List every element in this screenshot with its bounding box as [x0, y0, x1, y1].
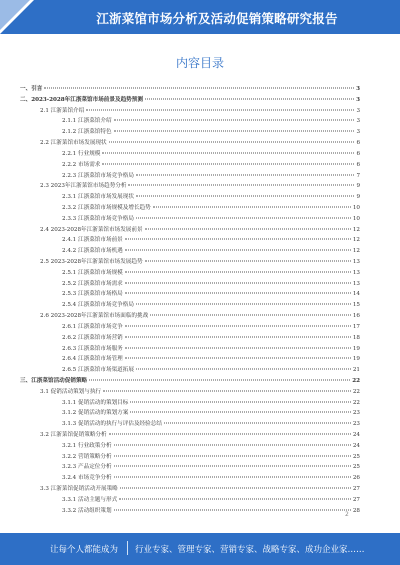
toc-entry-label: 3.3.2 活动组织策划: [62, 507, 112, 514]
toc-entry[interactable]: [20, 462, 360, 473]
toc-entry-label: 2.6.1 江浙菜馆市场竞争: [62, 323, 123, 330]
toc-entry-page: 13: [352, 269, 360, 276]
toc-entry[interactable]: [20, 214, 360, 225]
toc-entry-label: 2.6.5 江浙菜馆市场渠道拓展: [62, 367, 134, 374]
toc-entry[interactable]: [20, 203, 360, 214]
toc-entry[interactable]: [20, 441, 360, 452]
toc-entry-label: 2.4 2023-2028年江浙菜馆市场发展前景: [40, 226, 143, 233]
toc-entry-label: 2.5.1 江浙菜馆市场规模: [62, 269, 123, 276]
toc-entry[interactable]: [20, 430, 360, 441]
toc-entry-page: 22: [352, 399, 360, 406]
toc-entry-label: 3.3 江浙菜馆促销活动开展策略: [40, 486, 118, 493]
toc-leader-dots: [114, 455, 351, 456]
toc-leader-dots: [150, 315, 351, 316]
toc-entry-page: 10: [352, 204, 360, 211]
toc-leader-dots: [128, 185, 354, 186]
toc-entry[interactable]: [20, 354, 360, 365]
toc-entry[interactable]: [20, 419, 360, 430]
toc-entry-page: 27: [352, 486, 360, 493]
toc-leader-dots: [145, 261, 351, 262]
toc-leader-dots: [86, 109, 354, 110]
toc-entry-page: 27: [352, 496, 360, 503]
toc-leader-dots: [136, 217, 351, 218]
toc-entry-label: 3.2.3 产品定位分析: [62, 464, 112, 471]
toc-entry-page: 12: [352, 237, 360, 244]
toc-entry-label: 2.5.4 江浙菜馆市场竞争格局: [62, 302, 134, 309]
toc-entry-page: 24: [352, 442, 360, 449]
toc-entry-label: 2.1.2 江浙菜馆特色: [62, 129, 112, 136]
toc-entry-label: 2.5.2 江浙菜馆市场需求: [62, 280, 123, 287]
toc-entry-page: 7: [356, 172, 360, 179]
toc-leader-dots: [145, 98, 354, 99]
toc-entry-label: 2.2.1 行业规模: [62, 150, 101, 157]
toc-entry[interactable]: [20, 225, 360, 236]
toc-entry-page: 25: [352, 453, 360, 460]
toc-entry[interactable]: [20, 484, 360, 495]
toc-leader-dots: [114, 120, 355, 121]
toc-entry-page: 26: [352, 475, 360, 482]
toc-entry[interactable]: [20, 452, 360, 463]
toc-leader-dots: [136, 369, 351, 370]
toc-entry[interactable]: [20, 333, 360, 344]
toc-entry-label: 2.1.1 江浙菜馆介绍: [62, 118, 112, 125]
toc-leader-dots: [120, 488, 351, 489]
toc-leader-dots: [153, 206, 351, 207]
footer-slogan: 让每个人都能成为: [50, 545, 119, 555]
toc-entry[interactable]: [20, 106, 360, 117]
toc-entry[interactable]: [20, 398, 360, 409]
toc-entry-label: 3.2.1 行业政策分析: [62, 442, 112, 449]
toc-entry-page: 15: [352, 302, 360, 309]
toc-leader-dots: [125, 358, 351, 359]
toc-leader-dots: [125, 336, 351, 337]
toc-leader-dots: [119, 498, 351, 499]
toc-entry-page: 19: [352, 356, 360, 363]
toc-entry-page: 12: [352, 248, 360, 255]
toc-entry-label: 3.1.1 促销活动的策划目标: [62, 399, 129, 406]
toc-leader-dots: [89, 379, 350, 380]
toc-entry-label: 2.3.2 江浙菜馆市场规模及增长趋势: [62, 204, 151, 211]
toc-leader-dots: [102, 163, 354, 164]
toc-entry-page: 13: [352, 259, 360, 265]
toc-entry[interactable]: [20, 279, 360, 290]
toc-entry-label: 2.6.4 江浙菜馆市场管理: [62, 356, 123, 363]
toc-leader-dots: [109, 434, 351, 435]
toc-leader-dots: [114, 509, 351, 510]
toc-entry-label: 3.3.1 活动主题与形式: [62, 496, 118, 503]
footer-divider: [127, 541, 128, 555]
toc-entry-label: 2.4.2 江浙菜馆市场机遇: [62, 248, 123, 255]
toc-entry-label: 2.6.2 江浙菜馆市场营销: [62, 334, 123, 341]
toc-entry[interactable]: [20, 192, 360, 203]
toc-entry-label: 三、江浙菜馆活动促销策略: [20, 377, 88, 384]
toc-leader-dots: [125, 239, 351, 240]
toc-leader-dots: [114, 131, 355, 132]
toc-entry[interactable]: [20, 473, 360, 484]
toc-entry-label: 2.2 江浙菜馆市场发展现状: [40, 140, 107, 147]
toc-entry-label: 一、引言: [20, 86, 43, 92]
toc-entry-label: 2.3.3 江浙菜馆市场竞争格局: [62, 215, 134, 222]
toc-entry[interactable]: [20, 387, 360, 398]
footer-banner: [0, 533, 400, 565]
toc-entry-label: 3.2.4 市场竞争分析: [62, 475, 112, 482]
toc-entry-label: 2.2.3 江浙菜馆市场竞争格局: [62, 172, 134, 179]
toc-entry-page: 6: [356, 161, 360, 168]
toc-leader-dots: [125, 293, 351, 294]
toc-entry-label: 3.2.2 营销策略分析: [62, 453, 112, 460]
toc-entry[interactable]: [20, 495, 360, 506]
toc-entry[interactable]: [20, 311, 360, 322]
toc-entry-page: 19: [352, 345, 360, 352]
toc-entry-page: 25: [352, 464, 360, 471]
toc-entry-label: 2.2.2 市场需求: [62, 161, 101, 168]
toc-leader-dots: [103, 390, 351, 391]
toc-entry-page: 10: [352, 215, 360, 222]
toc-entry-page: 12: [352, 226, 360, 233]
toc-entry-page: 9: [356, 194, 360, 201]
toc-entry-label: 2.6.3 江浙菜馆市场服务: [62, 345, 123, 352]
toc-entry-page: 6: [356, 140, 360, 147]
toc-entry-page: 21: [352, 367, 360, 374]
toc-entry[interactable]: [20, 289, 360, 300]
toc-heading: 内容目录: [175, 56, 224, 70]
toc-entry[interactable]: [20, 160, 360, 171]
toc-entry-label: 2.4.1 江浙菜馆市场前景: [62, 237, 123, 244]
toc-leader-dots: [125, 250, 351, 251]
header-banner: [0, 0, 400, 34]
toc-leader-dots: [125, 271, 351, 272]
toc-entry[interactable]: [20, 408, 360, 419]
toc-entry[interactable]: [20, 506, 360, 517]
toc-entry-page: 22: [352, 377, 360, 384]
toc-leader-dots: [136, 174, 354, 175]
toc-entry-label: 3.1 促销活动策划与执行: [40, 388, 102, 395]
toc-leader-dots: [44, 88, 354, 89]
toc-entry-page: 3: [356, 86, 360, 92]
toc-entry-page: 3: [356, 129, 360, 136]
report-title: 江浙菜馆市场分析及活动促销策略研究报告: [96, 11, 338, 26]
toc-entry-page: 14: [352, 291, 360, 298]
toc-entry[interactable]: [20, 322, 360, 333]
toc-leader-dots: [136, 196, 354, 197]
toc-entry-page: 3: [356, 118, 360, 125]
toc-entry-page: 23: [352, 410, 360, 417]
toc-entry[interactable]: [20, 300, 360, 311]
toc-leader-dots: [114, 466, 351, 467]
page-number: 2: [345, 511, 349, 518]
toc-leader-dots: [125, 282, 351, 283]
toc-entry[interactable]: [20, 268, 360, 279]
toc-entry-label: 3.1.3 促销活动的执行与评估及经验总结: [62, 421, 162, 428]
toc-entry[interactable]: [20, 149, 360, 160]
toc-leader-dots: [114, 444, 351, 445]
toc-leader-dots: [145, 228, 351, 229]
toc-leader-dots: [109, 142, 355, 143]
table-of-contents: [20, 84, 360, 517]
toc-entry-page: 18: [352, 334, 360, 341]
toc-leader-dots: [114, 477, 351, 478]
toc-entry-page: 22: [352, 388, 360, 395]
toc-entry[interactable]: [20, 376, 360, 387]
toc-leader-dots: [125, 347, 351, 348]
toc-entry-page: 3: [356, 96, 360, 103]
toc-entry[interactable]: [20, 181, 360, 192]
toc-entry[interactable]: [20, 138, 360, 149]
toc-entry-label: 2.3 2023年江浙菜馆市场趋势分析: [40, 183, 127, 190]
toc-entry-label: 2.6 2023-2028年江浙菜馆市场面临的挑战: [40, 313, 149, 320]
toc-entry-page: 3: [356, 107, 360, 114]
toc-leader-dots: [164, 423, 351, 424]
toc-entry-page: 28: [352, 507, 360, 514]
toc-leader-dots: [130, 412, 351, 413]
toc-entry-label: 3.1.2 促销活动的策划方案: [62, 410, 129, 417]
toc-leader-dots: [125, 325, 351, 326]
toc-entry-label: 2.1 江浙菜馆介绍: [40, 107, 85, 114]
toc-entry[interactable]: [20, 235, 360, 246]
toc-leader-dots: [102, 152, 354, 153]
toc-entry[interactable]: [20, 84, 360, 95]
toc-entry[interactable]: [20, 365, 360, 376]
toc-entry[interactable]: [20, 257, 360, 268]
footer-tagline: 行业专家、管理专家、营销专家、战略专家、成功企业家……: [135, 545, 365, 555]
header-corner-accent: [0, 0, 30, 30]
toc-entry[interactable]: [20, 127, 360, 138]
toc-entry-page: 9: [356, 183, 360, 190]
toc-entry-page: 16: [352, 313, 360, 320]
toc-entry-label: 二、2023-2028年江浙菜馆市场前景及趋势预测: [20, 96, 143, 103]
toc-entry-page: 6: [356, 150, 360, 157]
toc-entry[interactable]: [20, 95, 360, 106]
toc-entry[interactable]: [20, 171, 360, 182]
toc-entry-page: 17: [352, 323, 360, 330]
toc-entry[interactable]: [20, 246, 360, 257]
toc-entry-page: 13: [352, 280, 360, 287]
toc-entry[interactable]: [20, 116, 360, 127]
toc-leader-dots: [136, 304, 351, 305]
toc-entry-label: 2.5.3 江浙菜馆市场格局: [62, 291, 123, 298]
toc-leader-dots: [130, 401, 351, 402]
toc-entry[interactable]: [20, 344, 360, 355]
toc-entry-page: 24: [352, 432, 360, 438]
toc-entry-page: 23: [352, 421, 360, 428]
toc-entry-label: 2.5 2023-2028年江浙菜馆市场发展趋势: [40, 259, 143, 265]
toc-entry-label: 2.3.1 江浙菜馆市场发展现状: [62, 194, 134, 201]
toc-entry-label: 3.2 江浙菜馆促销策略分析: [40, 432, 107, 438]
